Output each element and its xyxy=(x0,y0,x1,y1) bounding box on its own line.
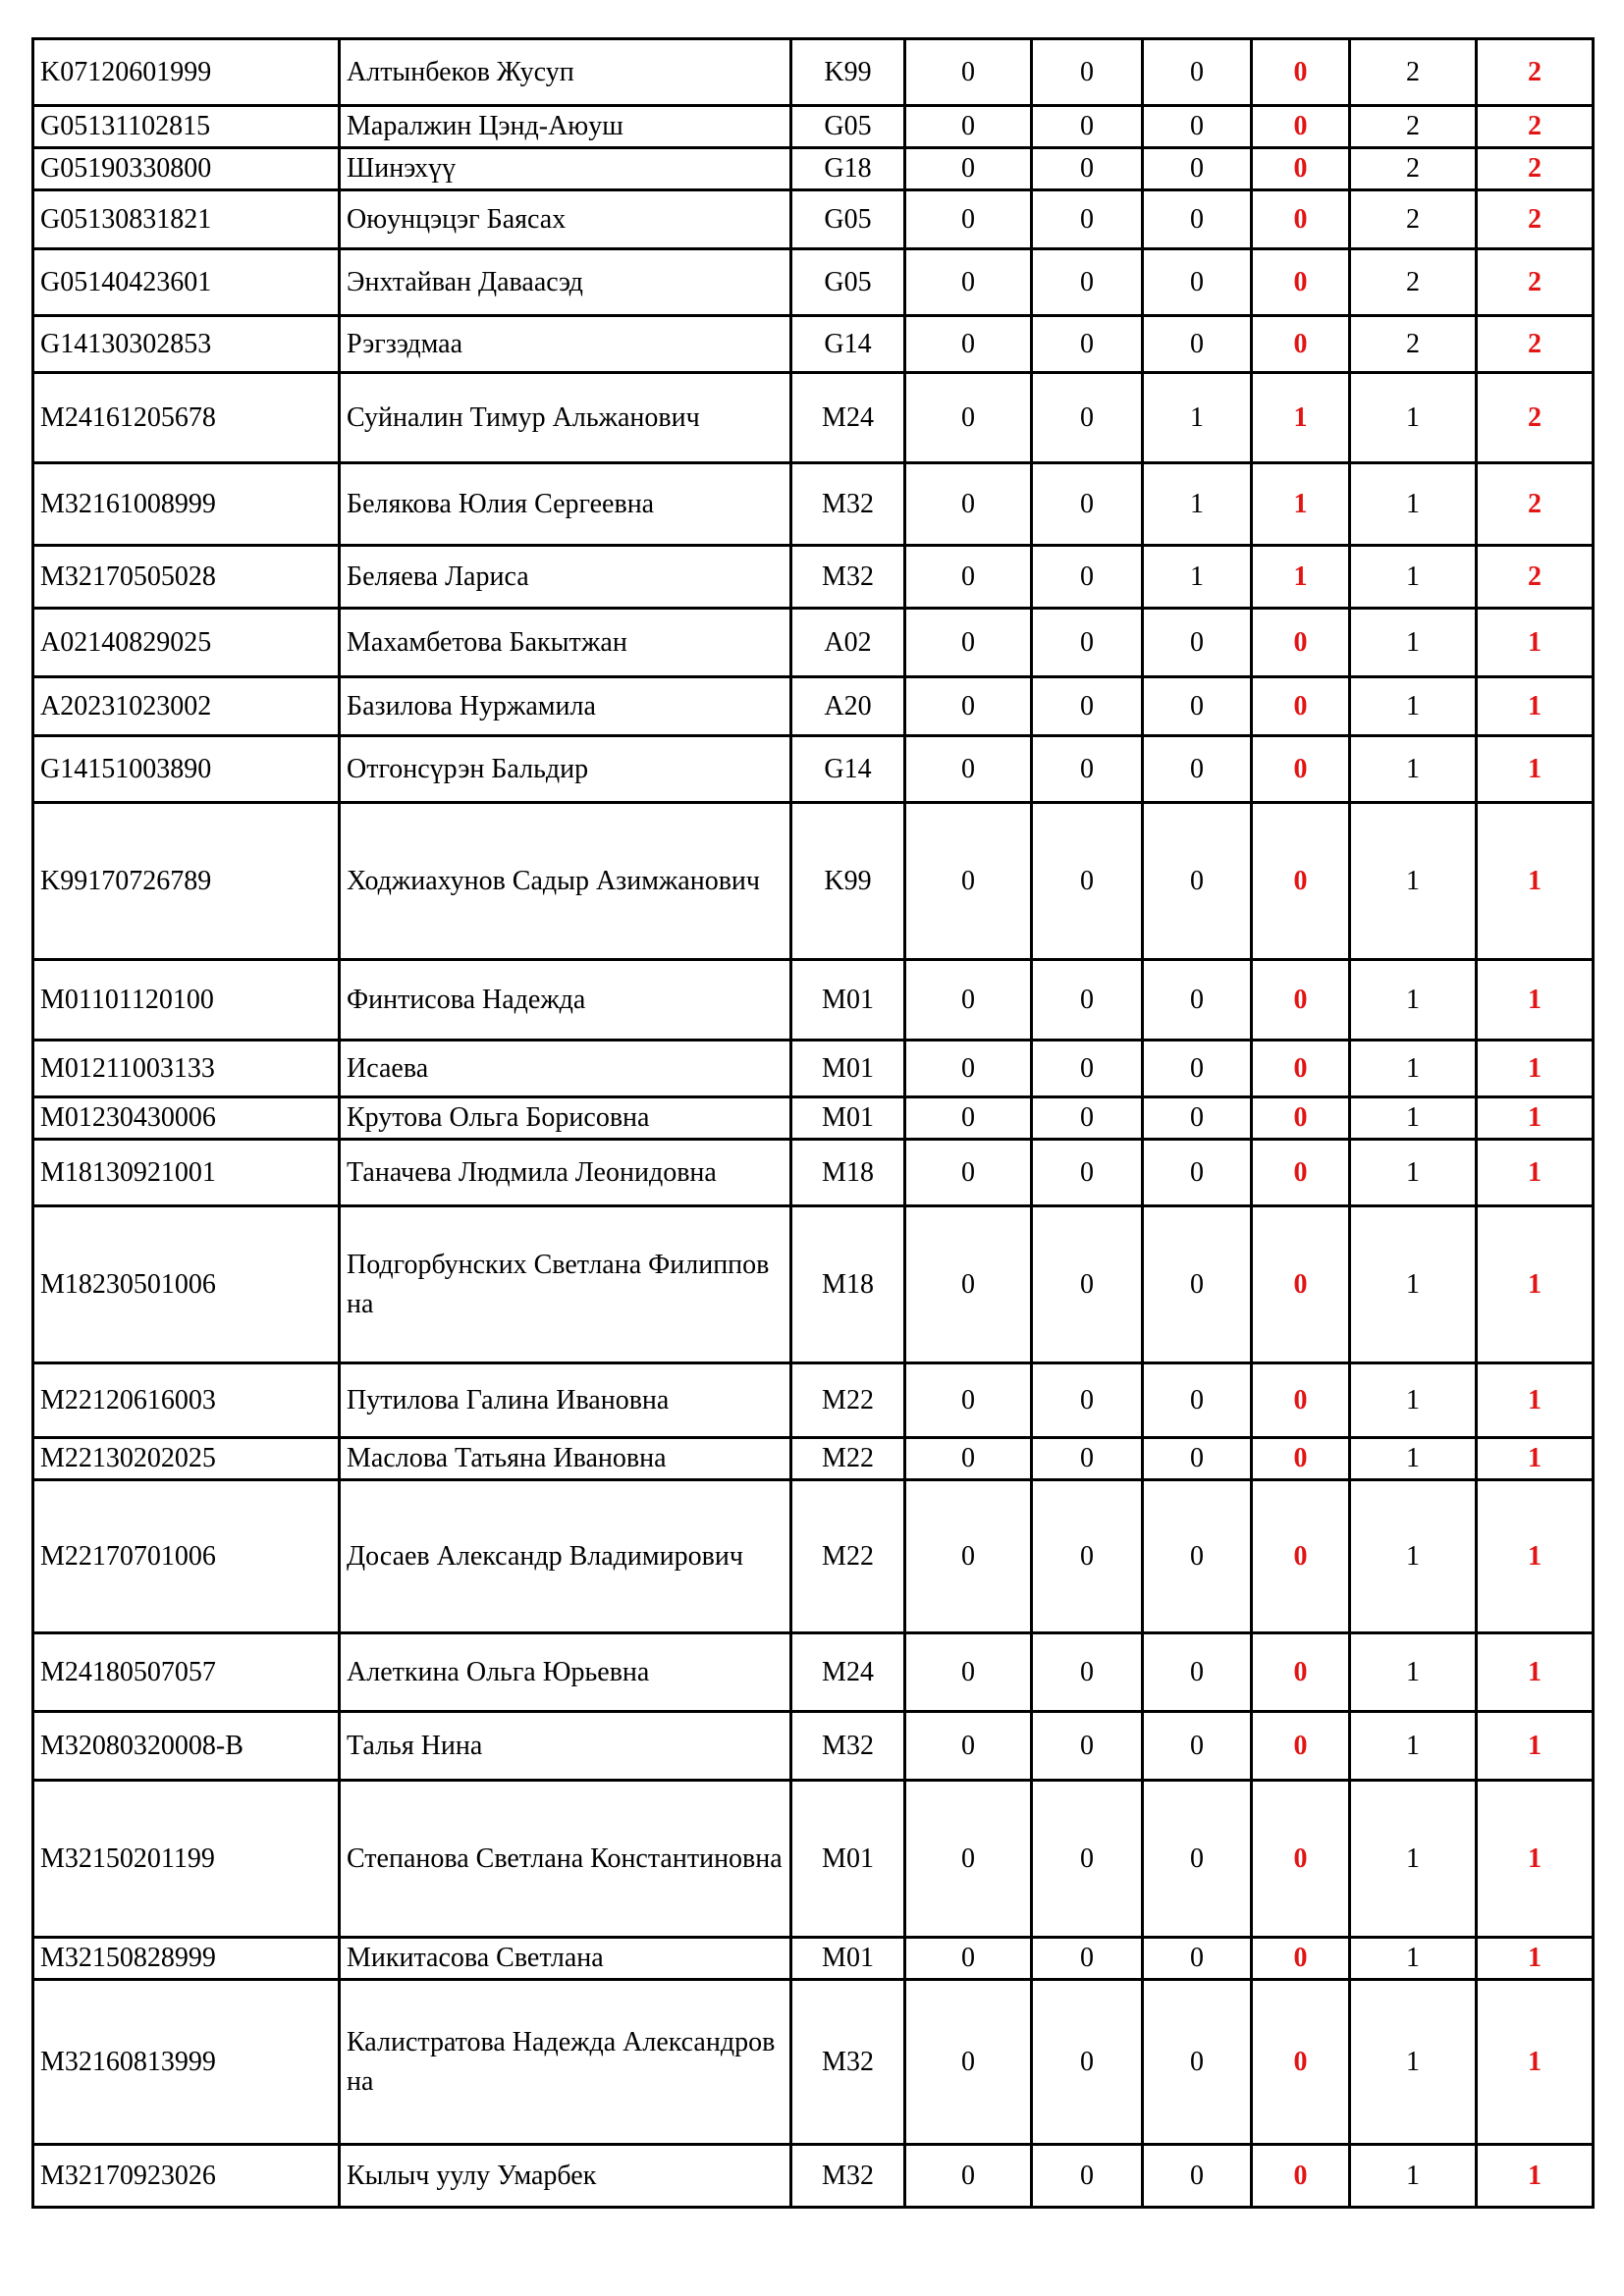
participant-name-cell: Финтисова Надежда xyxy=(340,960,791,1041)
score-2-cell: 0 xyxy=(1032,1480,1143,1633)
score-5-cell: 1 xyxy=(1350,1480,1477,1633)
registration-id-cell: M01101120100 xyxy=(33,960,340,1041)
category-code-cell: M01 xyxy=(791,1041,905,1097)
category-code-cell: M22 xyxy=(791,1480,905,1633)
score-3-cell: 0 xyxy=(1143,609,1252,677)
score-3-cell: 1 xyxy=(1143,373,1252,463)
subtotal-cell: 0 xyxy=(1252,106,1350,148)
score-5-cell: 1 xyxy=(1350,1363,1477,1438)
registration-id-cell: G05140423601 xyxy=(33,249,340,316)
category-code-cell: G05 xyxy=(791,249,905,316)
score-2-cell: 0 xyxy=(1032,546,1143,609)
category-code-cell: M01 xyxy=(791,1097,905,1140)
table-row xyxy=(33,190,1594,249)
score-1-cell: 0 xyxy=(905,249,1032,316)
score-1-cell: 0 xyxy=(905,1097,1032,1140)
category-code-cell: M22 xyxy=(791,1438,905,1480)
category-code-cell: M01 xyxy=(791,960,905,1041)
participant-name-cell: Исаева xyxy=(340,1041,791,1097)
score-1-cell: 0 xyxy=(905,546,1032,609)
participant-name-cell: Алтынбеков Жусуп xyxy=(340,39,791,106)
score-5-cell: 1 xyxy=(1350,1140,1477,1206)
total-cell: 2 xyxy=(1477,190,1594,249)
subtotal-cell: 0 xyxy=(1252,803,1350,960)
table-row xyxy=(33,2145,1594,2208)
score-1-cell: 0 xyxy=(905,148,1032,190)
participant-name-cell: Беляева Лариса xyxy=(340,546,791,609)
score-1-cell: 0 xyxy=(905,1480,1032,1633)
score-1-cell: 0 xyxy=(905,1712,1032,1781)
subtotal-cell: 0 xyxy=(1252,39,1350,106)
score-2-cell: 0 xyxy=(1032,463,1143,546)
category-code-cell: M24 xyxy=(791,1633,905,1712)
subtotal-cell: 0 xyxy=(1252,1712,1350,1781)
table-row xyxy=(33,1980,1594,2145)
score-3-cell: 0 xyxy=(1143,1633,1252,1712)
table-row xyxy=(33,1480,1594,1633)
total-cell: 1 xyxy=(1477,1480,1594,1633)
category-code-cell: M32 xyxy=(791,1712,905,1781)
total-cell: 2 xyxy=(1477,106,1594,148)
score-1-cell: 0 xyxy=(905,1980,1032,2145)
score-2-cell: 0 xyxy=(1032,316,1143,373)
score-5-cell: 1 xyxy=(1350,546,1477,609)
score-5-cell: 2 xyxy=(1350,148,1477,190)
participant-name-cell: Маслова Татьяна Ивановна xyxy=(340,1438,791,1480)
score-5-cell: 1 xyxy=(1350,609,1477,677)
category-code-cell: M01 xyxy=(791,1781,905,1938)
score-5-cell: 2 xyxy=(1350,316,1477,373)
score-2-cell: 0 xyxy=(1032,960,1143,1041)
participant-name-cell: Калистратова Надежда Александровна xyxy=(340,1980,791,2145)
score-5-cell: 1 xyxy=(1350,373,1477,463)
score-2-cell: 0 xyxy=(1032,1097,1143,1140)
subtotal-cell: 0 xyxy=(1252,1438,1350,1480)
registration-id-cell: M22170701006 xyxy=(33,1480,340,1633)
subtotal-cell: 0 xyxy=(1252,1363,1350,1438)
participant-name-cell: Микитасова Светлана xyxy=(340,1938,791,1980)
registration-id-cell: A20231023002 xyxy=(33,677,340,736)
table-row xyxy=(33,1938,1594,1980)
table-row xyxy=(33,249,1594,316)
score-2-cell: 0 xyxy=(1032,249,1143,316)
score-1-cell: 0 xyxy=(905,1633,1032,1712)
participant-name-cell: Путилова Галина Ивановна xyxy=(340,1363,791,1438)
score-1-cell: 0 xyxy=(905,1781,1032,1938)
category-code-cell: G18 xyxy=(791,148,905,190)
score-3-cell: 0 xyxy=(1143,2145,1252,2208)
participant-name-cell: Таначева Людмила Леонидовна xyxy=(340,1140,791,1206)
score-3-cell: 0 xyxy=(1143,316,1252,373)
score-2-cell: 0 xyxy=(1032,1712,1143,1781)
subtotal-cell: 0 xyxy=(1252,1041,1350,1097)
category-code-cell: G14 xyxy=(791,736,905,803)
category-code-cell: M32 xyxy=(791,463,905,546)
score-5-cell: 1 xyxy=(1350,463,1477,546)
registration-id-cell: G05130831821 xyxy=(33,190,340,249)
subtotal-cell: 0 xyxy=(1252,1980,1350,2145)
score-3-cell: 0 xyxy=(1143,677,1252,736)
table-row xyxy=(33,39,1594,106)
score-3-cell: 0 xyxy=(1143,960,1252,1041)
participant-name-cell: Кылыч уулу Умарбек xyxy=(340,2145,791,2208)
score-5-cell: 1 xyxy=(1350,2145,1477,2208)
participant-name-cell: Подгорбунских Светлана Филипповна xyxy=(340,1206,791,1363)
participant-name-cell: Алеткина Ольга Юрьевна xyxy=(340,1633,791,1712)
category-code-cell: G14 xyxy=(791,316,905,373)
results-table xyxy=(31,37,1595,2209)
score-2-cell: 0 xyxy=(1032,148,1143,190)
participant-name-cell: Шинэхүү xyxy=(340,148,791,190)
subtotal-cell: 0 xyxy=(1252,736,1350,803)
score-3-cell: 0 xyxy=(1143,1781,1252,1938)
registration-id-cell: G14151003890 xyxy=(33,736,340,803)
score-2-cell: 0 xyxy=(1032,1140,1143,1206)
participant-name-cell: Крутова Ольга Борисовна xyxy=(340,1097,791,1140)
subtotal-cell: 1 xyxy=(1252,463,1350,546)
score-2-cell: 0 xyxy=(1032,609,1143,677)
score-1-cell: 0 xyxy=(905,609,1032,677)
registration-id-cell: M18230501006 xyxy=(33,1206,340,1363)
category-code-cell: M01 xyxy=(791,1938,905,1980)
table-row xyxy=(33,1363,1594,1438)
total-cell: 2 xyxy=(1477,316,1594,373)
table-row xyxy=(33,1206,1594,1363)
score-2-cell: 0 xyxy=(1032,1438,1143,1480)
score-1-cell: 0 xyxy=(905,1938,1032,1980)
category-code-cell: M32 xyxy=(791,1980,905,2145)
subtotal-cell: 0 xyxy=(1252,960,1350,1041)
table-row xyxy=(33,1781,1594,1938)
total-cell: 1 xyxy=(1477,736,1594,803)
total-cell: 2 xyxy=(1477,463,1594,546)
participant-name-cell: Оюунцэцэг Баясах xyxy=(340,190,791,249)
total-cell: 2 xyxy=(1477,249,1594,316)
score-1-cell: 0 xyxy=(905,1041,1032,1097)
subtotal-cell: 0 xyxy=(1252,1781,1350,1938)
score-1-cell: 0 xyxy=(905,1140,1032,1206)
score-5-cell: 1 xyxy=(1350,1097,1477,1140)
table-row xyxy=(33,546,1594,609)
category-code-cell: M32 xyxy=(791,546,905,609)
category-code-cell: M32 xyxy=(791,2145,905,2208)
registration-id-cell: M24161205678 xyxy=(33,373,340,463)
score-1-cell: 0 xyxy=(905,1206,1032,1363)
score-3-cell: 0 xyxy=(1143,106,1252,148)
score-2-cell: 0 xyxy=(1032,1781,1143,1938)
score-5-cell: 1 xyxy=(1350,803,1477,960)
score-2-cell: 0 xyxy=(1032,190,1143,249)
category-code-cell: M18 xyxy=(791,1206,905,1363)
registration-id-cell: M01211003133 xyxy=(33,1041,340,1097)
table-row xyxy=(33,373,1594,463)
score-1-cell: 0 xyxy=(905,316,1032,373)
category-code-cell: M24 xyxy=(791,373,905,463)
score-3-cell: 0 xyxy=(1143,1480,1252,1633)
table-row xyxy=(33,1438,1594,1480)
score-1-cell: 0 xyxy=(905,1363,1032,1438)
registration-id-cell: K07120601999 xyxy=(33,39,340,106)
score-5-cell: 1 xyxy=(1350,1980,1477,2145)
table-row xyxy=(33,1097,1594,1140)
subtotal-cell: 0 xyxy=(1252,677,1350,736)
registration-id-cell: M32150201199 xyxy=(33,1781,340,1938)
participant-name-cell: Суйналин Тимур Альжанович xyxy=(340,373,791,463)
score-2-cell: 0 xyxy=(1032,2145,1143,2208)
registration-id-cell: M32170923026 xyxy=(33,2145,340,2208)
total-cell: 1 xyxy=(1477,1041,1594,1097)
subtotal-cell: 0 xyxy=(1252,609,1350,677)
score-2-cell: 0 xyxy=(1032,1633,1143,1712)
subtotal-cell: 0 xyxy=(1252,1140,1350,1206)
table-row xyxy=(33,609,1594,677)
table-row xyxy=(33,677,1594,736)
total-cell: 2 xyxy=(1477,373,1594,463)
score-5-cell: 1 xyxy=(1350,1938,1477,1980)
table-row xyxy=(33,803,1594,960)
score-1-cell: 0 xyxy=(905,2145,1032,2208)
score-3-cell: 0 xyxy=(1143,1363,1252,1438)
registration-id-cell: M32161008999 xyxy=(33,463,340,546)
total-cell: 1 xyxy=(1477,1712,1594,1781)
registration-id-cell: M32170505028 xyxy=(33,546,340,609)
score-1-cell: 0 xyxy=(905,39,1032,106)
score-1-cell: 0 xyxy=(905,1438,1032,1480)
score-5-cell: 1 xyxy=(1350,1712,1477,1781)
category-code-cell: K99 xyxy=(791,39,905,106)
total-cell: 2 xyxy=(1477,39,1594,106)
score-2-cell: 0 xyxy=(1032,677,1143,736)
score-3-cell: 1 xyxy=(1143,463,1252,546)
participant-name-cell: Степанова Светлана Константиновна xyxy=(340,1781,791,1938)
score-3-cell: 0 xyxy=(1143,1097,1252,1140)
score-5-cell: 1 xyxy=(1350,677,1477,736)
score-3-cell: 0 xyxy=(1143,148,1252,190)
table-row xyxy=(33,960,1594,1041)
total-cell: 2 xyxy=(1477,148,1594,190)
subtotal-cell: 0 xyxy=(1252,1206,1350,1363)
score-2-cell: 0 xyxy=(1032,736,1143,803)
category-code-cell: G05 xyxy=(791,190,905,249)
total-cell: 1 xyxy=(1477,1097,1594,1140)
participant-name-cell: Базилова Нуржамила xyxy=(340,677,791,736)
table-row xyxy=(33,1633,1594,1712)
score-5-cell: 1 xyxy=(1350,736,1477,803)
score-1-cell: 0 xyxy=(905,960,1032,1041)
score-3-cell: 0 xyxy=(1143,190,1252,249)
score-5-cell: 1 xyxy=(1350,1041,1477,1097)
total-cell: 1 xyxy=(1477,1438,1594,1480)
subtotal-cell: 1 xyxy=(1252,373,1350,463)
total-cell: 1 xyxy=(1477,2145,1594,2208)
participant-name-cell: Отгонсүрэн Бальдир xyxy=(340,736,791,803)
table-row xyxy=(33,1712,1594,1781)
participant-name-cell: Энхтайван Даваасэд xyxy=(340,249,791,316)
score-5-cell: 1 xyxy=(1350,1206,1477,1363)
score-3-cell: 0 xyxy=(1143,1041,1252,1097)
participant-name-cell: Талья Нина xyxy=(340,1712,791,1781)
score-5-cell: 1 xyxy=(1350,1438,1477,1480)
score-3-cell: 0 xyxy=(1143,1712,1252,1781)
table-row xyxy=(33,148,1594,190)
registration-id-cell: G05190330800 xyxy=(33,148,340,190)
registration-id-cell: M22120616003 xyxy=(33,1363,340,1438)
score-2-cell: 0 xyxy=(1032,1041,1143,1097)
subtotal-cell: 0 xyxy=(1252,190,1350,249)
total-cell: 1 xyxy=(1477,1140,1594,1206)
total-cell: 1 xyxy=(1477,1938,1594,1980)
score-1-cell: 0 xyxy=(905,803,1032,960)
registration-id-cell: M32150828999 xyxy=(33,1938,340,1980)
total-cell: 1 xyxy=(1477,960,1594,1041)
score-3-cell: 0 xyxy=(1143,39,1252,106)
score-1-cell: 0 xyxy=(905,373,1032,463)
table-row xyxy=(33,106,1594,148)
total-cell: 1 xyxy=(1477,1206,1594,1363)
category-code-cell: A02 xyxy=(791,609,905,677)
score-2-cell: 0 xyxy=(1032,1980,1143,2145)
subtotal-cell: 0 xyxy=(1252,249,1350,316)
total-cell: 1 xyxy=(1477,1781,1594,1938)
participant-name-cell: Рэгзэдмаа xyxy=(340,316,791,373)
category-code-cell: M18 xyxy=(791,1140,905,1206)
subtotal-cell: 0 xyxy=(1252,316,1350,373)
total-cell: 1 xyxy=(1477,677,1594,736)
total-cell: 2 xyxy=(1477,546,1594,609)
registration-id-cell: M24180507057 xyxy=(33,1633,340,1712)
table-row xyxy=(33,1041,1594,1097)
registration-id-cell: M18130921001 xyxy=(33,1140,340,1206)
table-row xyxy=(33,316,1594,373)
registration-id-cell: M01230430006 xyxy=(33,1097,340,1140)
score-2-cell: 0 xyxy=(1032,106,1143,148)
registration-id-cell: G05131102815 xyxy=(33,106,340,148)
subtotal-cell: 0 xyxy=(1252,1633,1350,1712)
score-3-cell: 0 xyxy=(1143,1140,1252,1206)
score-3-cell: 0 xyxy=(1143,1206,1252,1363)
subtotal-cell: 0 xyxy=(1252,1097,1350,1140)
score-3-cell: 0 xyxy=(1143,1980,1252,2145)
category-code-cell: M22 xyxy=(791,1363,905,1438)
score-5-cell: 1 xyxy=(1350,1633,1477,1712)
score-2-cell: 0 xyxy=(1032,373,1143,463)
total-cell: 1 xyxy=(1477,1633,1594,1712)
subtotal-cell: 0 xyxy=(1252,1938,1350,1980)
registration-id-cell: M32160813999 xyxy=(33,1980,340,2145)
score-5-cell: 2 xyxy=(1350,39,1477,106)
registration-id-cell: M22130202025 xyxy=(33,1438,340,1480)
participant-name-cell: Ходжиахунов Садыр Азимжанович xyxy=(340,803,791,960)
participant-name-cell: Махамбетова Бакытжан xyxy=(340,609,791,677)
score-2-cell: 0 xyxy=(1032,803,1143,960)
table-row xyxy=(33,1140,1594,1206)
subtotal-cell: 1 xyxy=(1252,546,1350,609)
score-1-cell: 0 xyxy=(905,677,1032,736)
score-3-cell: 0 xyxy=(1143,1938,1252,1980)
score-5-cell: 1 xyxy=(1350,1781,1477,1938)
score-2-cell: 0 xyxy=(1032,1206,1143,1363)
subtotal-cell: 0 xyxy=(1252,2145,1350,2208)
total-cell: 1 xyxy=(1477,1363,1594,1438)
score-2-cell: 0 xyxy=(1032,1938,1143,1980)
subtotal-cell: 0 xyxy=(1252,1480,1350,1633)
participant-name-cell: Маралжин Цэнд-Аюуш xyxy=(340,106,791,148)
category-code-cell: K99 xyxy=(791,803,905,960)
total-cell: 1 xyxy=(1477,609,1594,677)
score-1-cell: 0 xyxy=(905,190,1032,249)
score-5-cell: 1 xyxy=(1350,960,1477,1041)
score-3-cell: 1 xyxy=(1143,546,1252,609)
score-5-cell: 2 xyxy=(1350,106,1477,148)
table-row xyxy=(33,463,1594,546)
total-cell: 1 xyxy=(1477,1980,1594,2145)
table-row xyxy=(33,736,1594,803)
subtotal-cell: 0 xyxy=(1252,148,1350,190)
score-3-cell: 0 xyxy=(1143,1438,1252,1480)
registration-id-cell: G14130302853 xyxy=(33,316,340,373)
participant-name-cell: Белякова Юлия Сергеевна xyxy=(340,463,791,546)
participant-name-cell: Досаев Александр Владимирович xyxy=(340,1480,791,1633)
registration-id-cell: A02140829025 xyxy=(33,609,340,677)
score-1-cell: 0 xyxy=(905,106,1032,148)
registration-id-cell: M32080320008-B xyxy=(33,1712,340,1781)
category-code-cell: G05 xyxy=(791,106,905,148)
score-1-cell: 0 xyxy=(905,736,1032,803)
total-cell: 1 xyxy=(1477,803,1594,960)
score-3-cell: 0 xyxy=(1143,803,1252,960)
score-3-cell: 0 xyxy=(1143,249,1252,316)
score-1-cell: 0 xyxy=(905,463,1032,546)
score-5-cell: 2 xyxy=(1350,190,1477,249)
score-3-cell: 0 xyxy=(1143,736,1252,803)
category-code-cell: A20 xyxy=(791,677,905,736)
score-5-cell: 2 xyxy=(1350,249,1477,316)
registration-id-cell: K99170726789 xyxy=(33,803,340,960)
score-2-cell: 0 xyxy=(1032,39,1143,106)
score-2-cell: 0 xyxy=(1032,1363,1143,1438)
